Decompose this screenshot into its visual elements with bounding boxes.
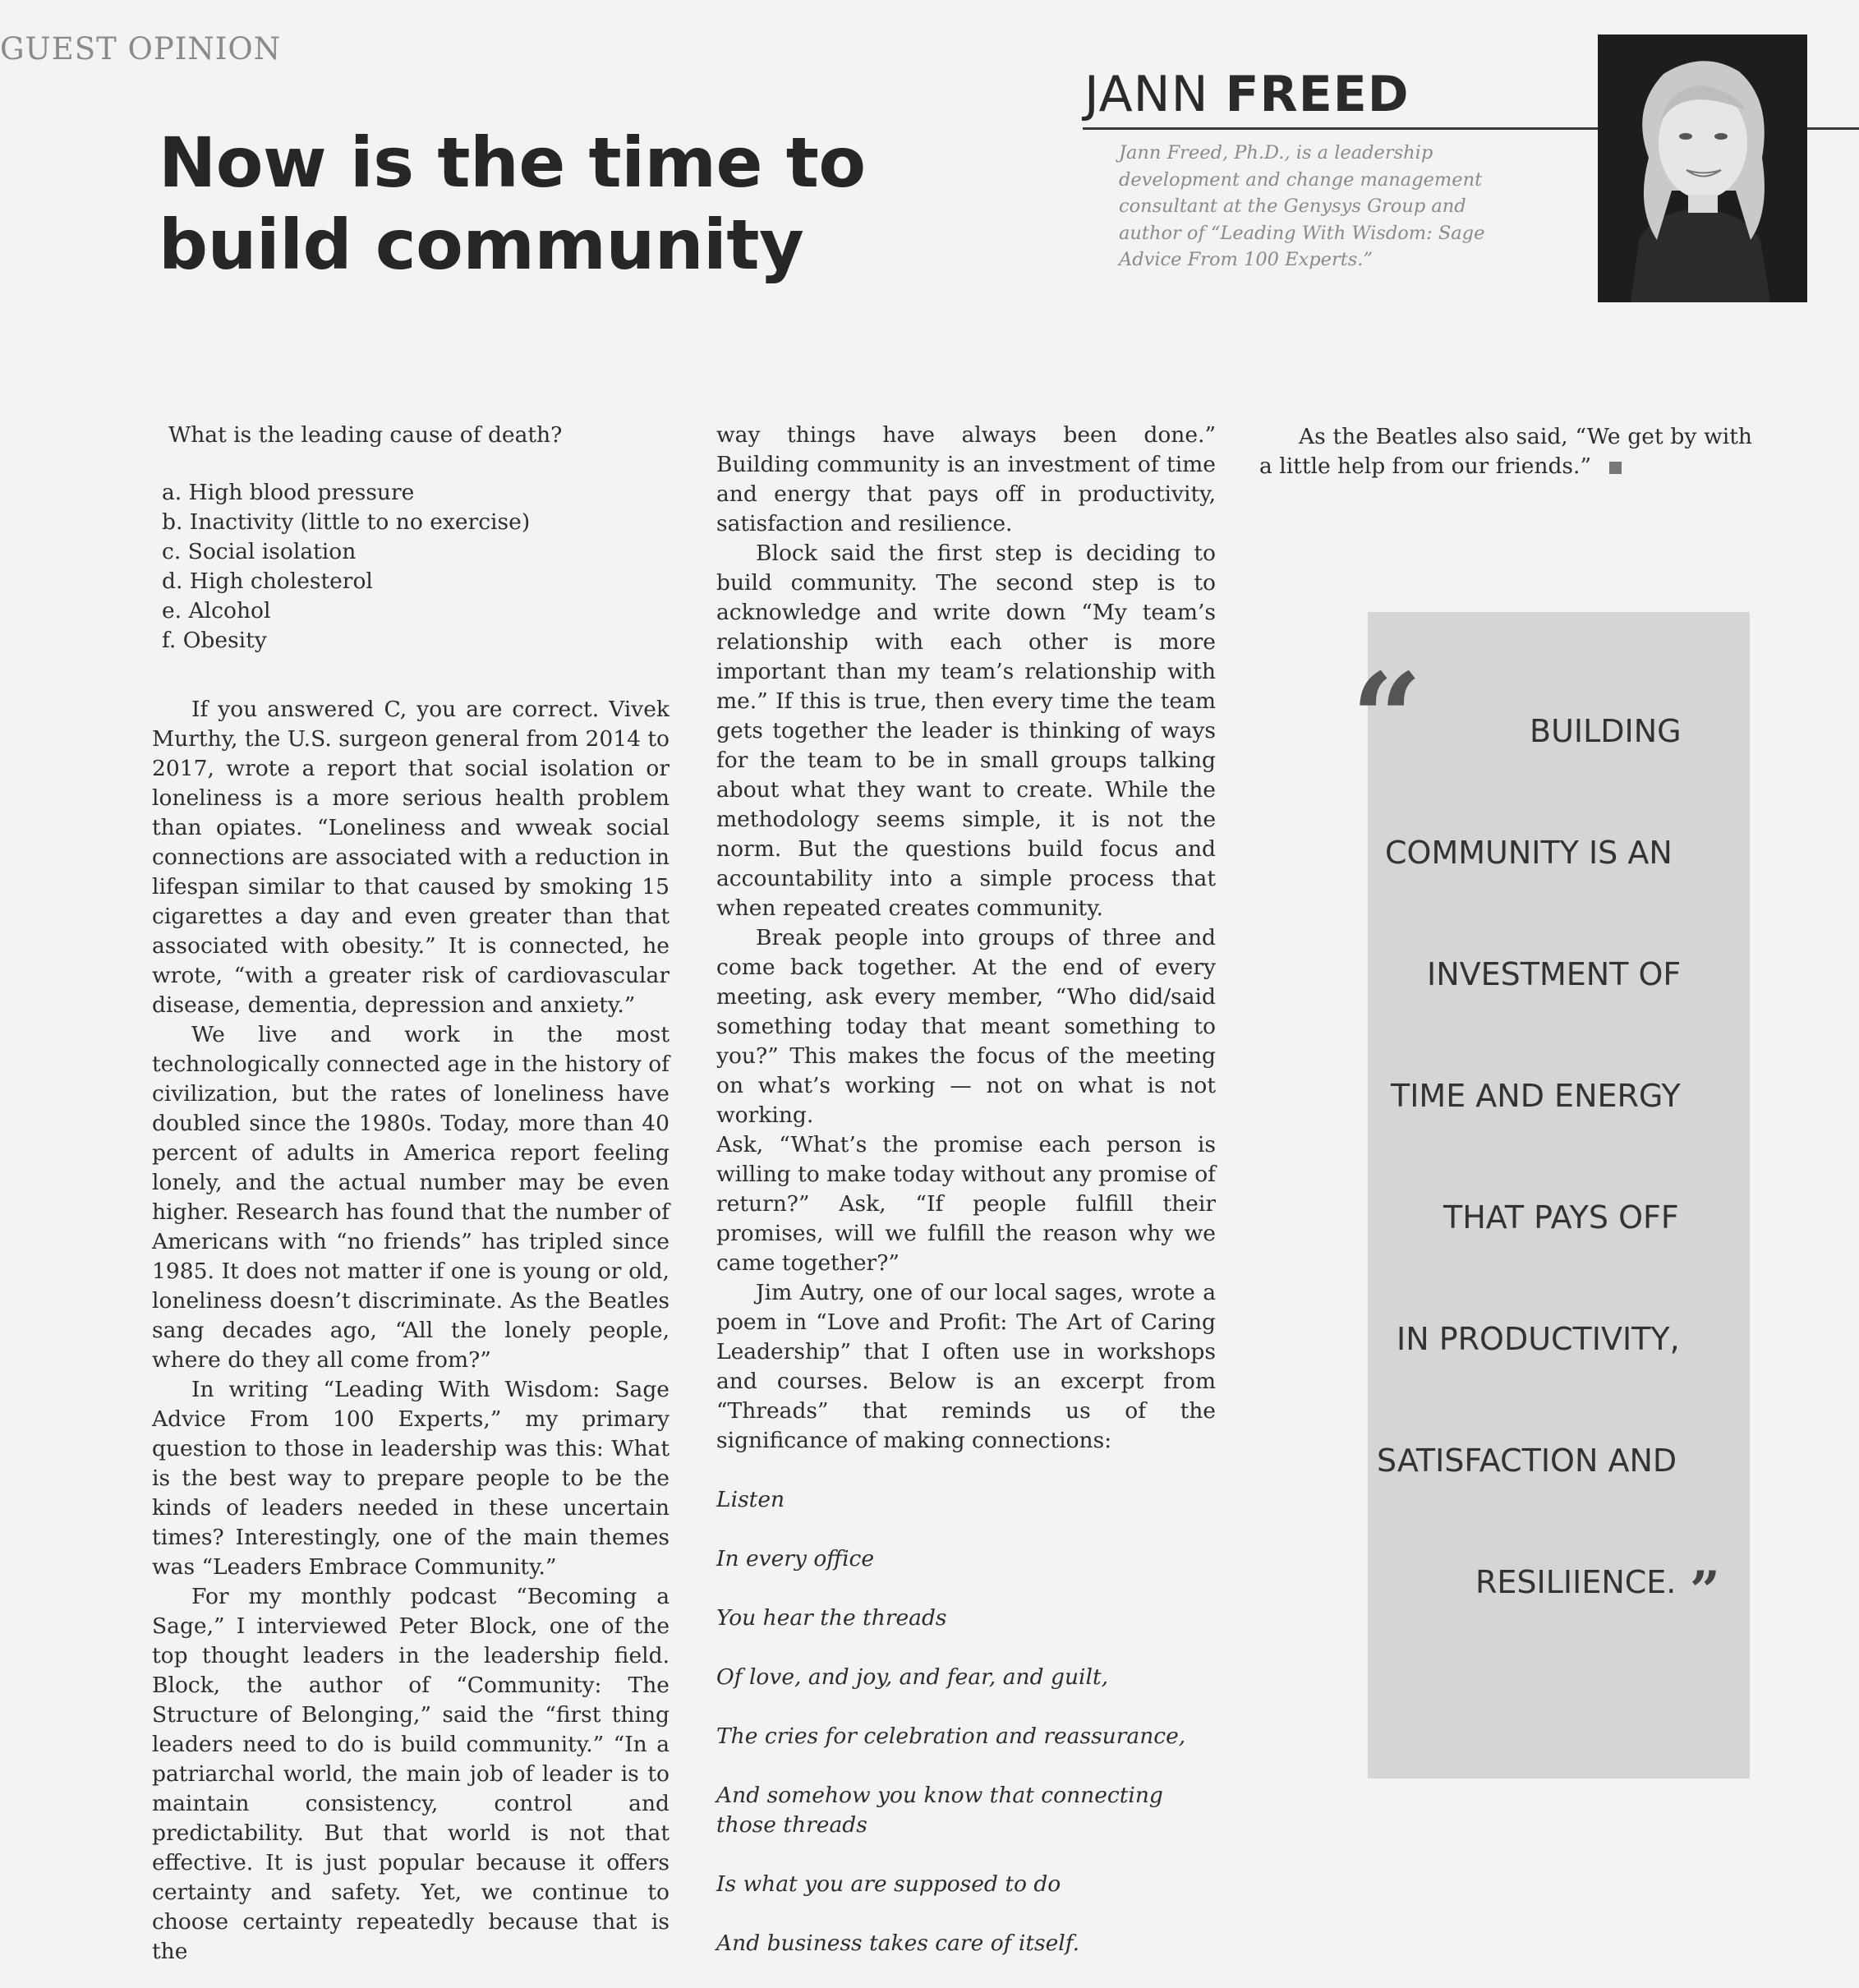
quiz-option: b. Inactivity (little to no exercise) [162, 509, 531, 535]
author-bio-line: Jann Freed, Ph.D., is a leadership [1119, 142, 1433, 163]
author-bio-line: consultant at the Genysys Group and [1119, 196, 1466, 217]
poem-line: The cries for celebration and reassurance, [716, 1723, 1186, 1749]
article-paragraph: Ask, “What’s the promise each person is willing to make today without any promise of return?” Ask, “If people fulfill their promises, will we fulfill the reason why we came together?” [716, 1132, 1216, 1276]
closing-paragraph-text: As the Beatles also said, “We get by with a little help from our friends.” [1259, 424, 1752, 479]
headline-line-2: build community [159, 205, 804, 285]
poem-line: Of love, and joy, and fear, and guilt, [716, 1664, 1109, 1690]
pullquote-line: COMMUNITY IS AN [1385, 835, 1673, 871]
poem-line: And somehow you know that connecting those threads [716, 1783, 1163, 1838]
article-paragraph [1259, 422, 1752, 481]
quiz-option: e. Alcohol [162, 598, 271, 624]
quiz-option: c. Social isolation [162, 539, 357, 564]
headline [159, 122, 898, 286]
article-paragraph: For my monthly podcast “Becoming a Sage,” I interviewed Peter Block, one of the top thought leaders in the leadership field. Block, the author of “Community: The Structure of Belonging,” said the “first thing leaders need to do is build community.” “In a patriarchal world, the main job of leader is to maintain consistency, control and predictability. But that world is not that effective. It is just popular because it offers certainty and safety. Yet, we continue to choose certainty repeatedly because that is the [152, 1584, 670, 1964]
pullquote-line: INVESTMENT OF [1427, 956, 1682, 992]
poem-line: And business takes care of itself. [716, 1930, 1080, 1956]
headline-line-1: Now is the time to [159, 122, 866, 203]
author-name [1084, 66, 1410, 123]
section-label: GUEST OPINION [0, 31, 282, 67]
quiz-options [162, 478, 670, 656]
author-bio [1119, 140, 1579, 274]
article-column-1 [152, 421, 670, 1967]
quiz-option: a. High blood pressure [162, 480, 415, 505]
article-column-3 [1259, 422, 1752, 481]
open-quote-icon: “ [1351, 647, 1423, 791]
article-paragraph: In writing “Leading With Wisdom: Sage Advice From 100 Experts,” my primary question to those in leadership was this: What is the best way to prepare people to be the kinds of leaders needed in these uncertain times? Interestingly, one of the main themes was “Leaders Embrace Community.” [152, 1377, 670, 1580]
pullquote-line: RESILIIENCE. [1475, 1564, 1677, 1600]
poem-line: You hear the threads [716, 1605, 947, 1631]
poem-line: Is what you are supposed to do [716, 1871, 1061, 1897]
pullquote-line: BUILDING [1530, 713, 1682, 749]
poem-line: In every office [716, 1546, 875, 1572]
pullquote-line: IN PRODUCTIVITY, [1397, 1321, 1680, 1357]
close-quote-icon: ” [1690, 1560, 1720, 1622]
author-bio-line: Advice From 100 Experts.” [1119, 249, 1373, 270]
article-paragraph: way things have always been done.” Building community is an investment of time and energy that pays off in productivity, satisfaction and resilience. [716, 422, 1216, 536]
pullquote-line: SATISFACTION AND [1377, 1443, 1677, 1479]
article-paragraph: Jim Autry, one of our local sages, wrote a poem in “Love and Profit: The Art of Caring Leadership” that I often use in workshops and courses. Below is an excerpt from “Threads” that reminds us of the significance of making connections: [716, 1280, 1216, 1453]
article-paragraph: Block said the first step is deciding to build community. The second step is to acknowledge and write down “My team’s relationship with each other is more important than my team’s relationship with me.” If this is true, then every time the team gets together the leader is thinking of ways for the team to be in small groups talking about what they want to create. While the methodology seems simple, it is not the norm. But the questions build focus and accountability into a simple process that when repeated creates community. [716, 541, 1216, 921]
author-last-name: FREED [1225, 66, 1410, 123]
poem-excerpt [716, 1485, 1216, 1958]
author-bio-line: author of “Leading With Wisdom: Sage [1119, 222, 1485, 244]
article-paragraph: We live and work in the most technologically connected age in the history of civilization, but the rates of loneliness have doubled since the 1980s. Today, more than 40 percent of adults in America report feeling lonely, and the actual number may be even higher. Research has found that the number of Americans with “no friends” has tripled since 1985. It does not matter if one is young or old, loneliness doesn’t discriminate. As the Beatles sang decades ago, “All the lonely people, where do they all come from?” [152, 1022, 670, 1373]
pullquote-line: THAT PAYS OFF [1443, 1199, 1679, 1236]
article-paragraph: If you answered C, you are correct. Vivek Murthy, the U.S. surgeon general from 2014 to 2017, wrote a report that social isolation or loneliness is a more serious health problem than opiates. “Loneliness and wweak social connections are associated with a reduction in lifespan similar to that caused by smoking 15 cigarettes a day and even greater than that associated with obesity.” It is connected, he wrote, “with a greater risk of cardiovascular disease, dementia, depression and anxiety.” [152, 697, 670, 1018]
article-paragraph: Break people into groups of three and come back together. At the end of every meeting, ask every member, “Who did/said something today that meant something to you?” This makes the focus of the meeting on what’s working — not on what is not working. [716, 925, 1216, 1128]
article-column-2 [716, 421, 1216, 1988]
author-bio-line: development and change management [1119, 168, 1483, 191]
pullquote-line: TIME AND ENERGY [1391, 1078, 1681, 1114]
author-first-name: JANN [1084, 66, 1209, 123]
quiz-option: f. Obesity [162, 628, 267, 653]
quiz-option: d. High cholesterol [162, 568, 373, 594]
end-mark-icon [1609, 462, 1622, 474]
author-photo [1598, 35, 1807, 302]
poem-line: Listen [716, 1487, 785, 1512]
quiz-question: What is the leading cause of death? [168, 422, 563, 448]
